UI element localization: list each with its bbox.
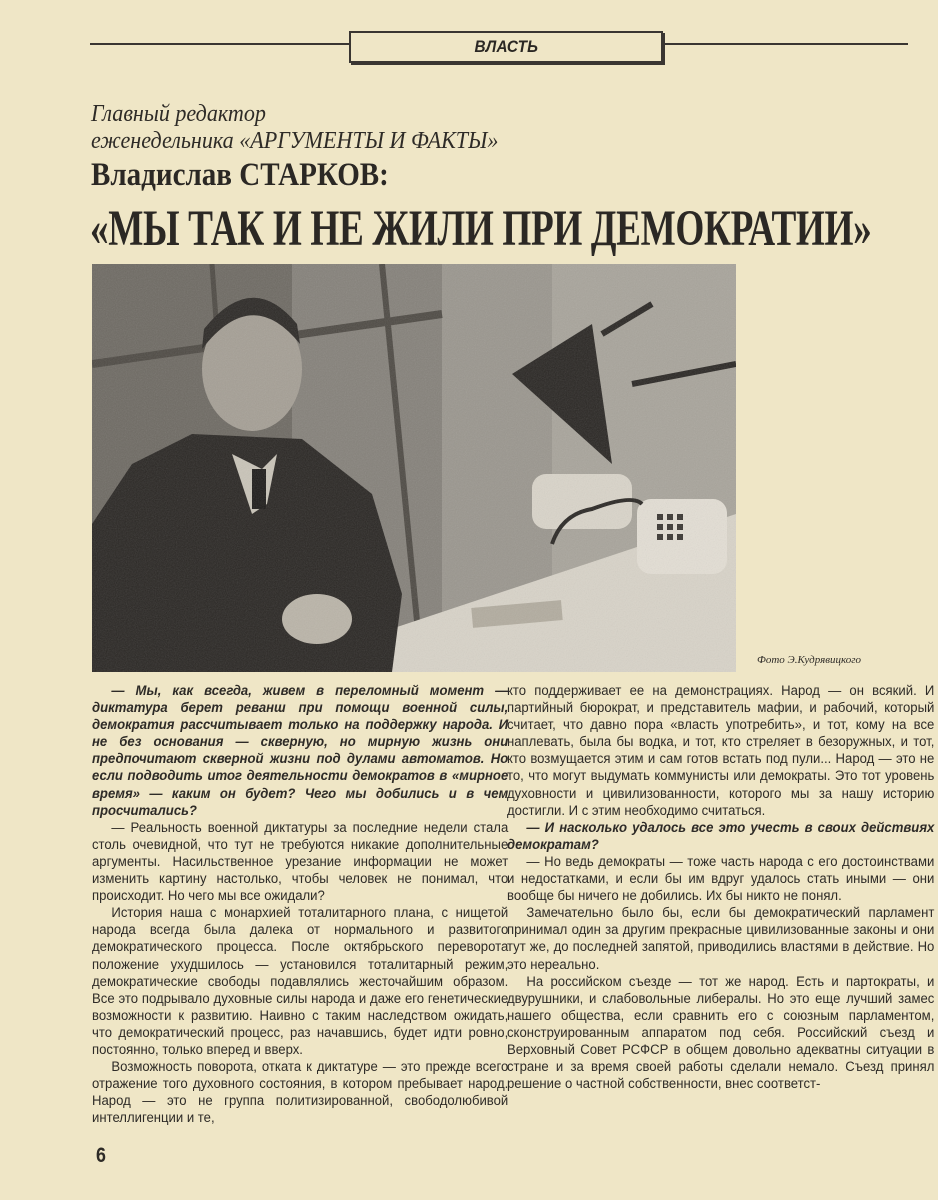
question-paragraph: — И насколько удалось все это учесть в своих действиях демократам? [507,819,935,853]
article-column-2 [507,683,934,1093]
kicker-line-2: еженедельника «АРГУМЕНТЫ И ФАКТЫ» [91,128,499,154]
portrait-photo [92,264,736,672]
article-column-1 [92,683,508,1127]
answer-paragraph: Возможность поворота, отката к диктатуре — это прежде всего отражение того духовного состояния, в котором пребывает народ. Народ — это не группа политизированной, свободолюбивой интеллигенции и те, [92,1059,509,1127]
kicker-line-1: Главный редактор [91,101,266,127]
interviewee-name: Владислав СТАРКОВ: [91,157,389,193]
answer-paragraph: — Реальность военной диктатуры за последние недели стала столь очевидной, что тут не требуются никакие дополнительные аргументы. Насильственное урезание информации не может изменить картину настолько, чтобы человек не понимал, что происходит. Но чего мы все ожидали? [92,819,509,905]
headline: «МЫ ТАК И НЕ ЖИЛИ ПРИ ДЕМОКРАТИИ» [90,201,872,257]
answer-paragraph: История наша с монархией тоталитарного плана, с нищетой народа всегда была далека от нормального и развитого демократического процесса. После октябрьского переворота положение ухудшилось — установился тоталитарный режим, демократические свободы подавлялись жесточайшим образом. Все это подрывало духовные силы народа и даже его генетические возможности к развитию. Наивно с таким наследством ожидать, что демократический процесс, раз начавшись, будет идти ровно, постоянно, только вперед и вверх. [92,905,509,1058]
section-header-box [349,31,663,63]
answer-paragraph: На российском съезде — тот же народ. Есть и партократы, и двурушники, и слабовольные либералы. Но это еще лучший замес нашего общества, если сравнить его с союзным парламентом, сконструированным аппаратом под себя. Российский съезд и Верховный Совет РСФСР в общем довольно адекватны ситуации в стране и за время своей работы сделали немало. Съезд принял решение о частной собственности, внес соответст- [507,973,935,1093]
section-rule-right [660,43,908,45]
section-label: ВЛАСТЬ [474,37,538,56]
page-number: 6 [96,1144,106,1167]
section-rule-left [90,43,350,45]
question-paragraph: — Мы, как всегда, живем в переломный момент — диктатура берет реванш при помощи военной силы, демократия рассчитывает только на поддержку народа. И не без основания — скверную, но мирную жизнь они предпочитают скверной жизни под дулами автоматов. Но если подводить итог деятельности демократов в «мирное время» — каким он будет? Чего мы добились и в чем просчитались? [92,683,509,819]
photo-illustration [92,264,736,672]
answer-paragraph: — Но ведь демократы — тоже часть народа с его достоинствами и недостатками, и если бы им вдруг удалось стать иными — они вообще бы ничего не добились. Их бы никто не понял. [507,853,935,905]
answer-paragraph: Замечательно было бы, если бы демократический парламент принимал один за другим прекрасные цивилизованные законы и они тут же, до последней запятой, приводились властями в действие. Но это нереально. [507,905,935,973]
continuation-paragraph: кто поддерживает ее на демонстрациях. Народ — он всякий. И партийный бюрократ, и представитель мафии, и рабочий, который считает, что давно пора «власть употребить», и тот, кому на все наплевать, была бы водка, и тот, кто стреляет в безоружных, и тот, кто возмущается этим и сам готов встать под пули... Народ — это не то, что могут выдумать коммунисты или демократы. Это тот уровень духовности и цивилизованности, которого мы за нашу историю достигли. И с этим необходимо считаться. [507,683,935,819]
photo-caption: Фото Э.Кудрявицкого [757,654,862,666]
